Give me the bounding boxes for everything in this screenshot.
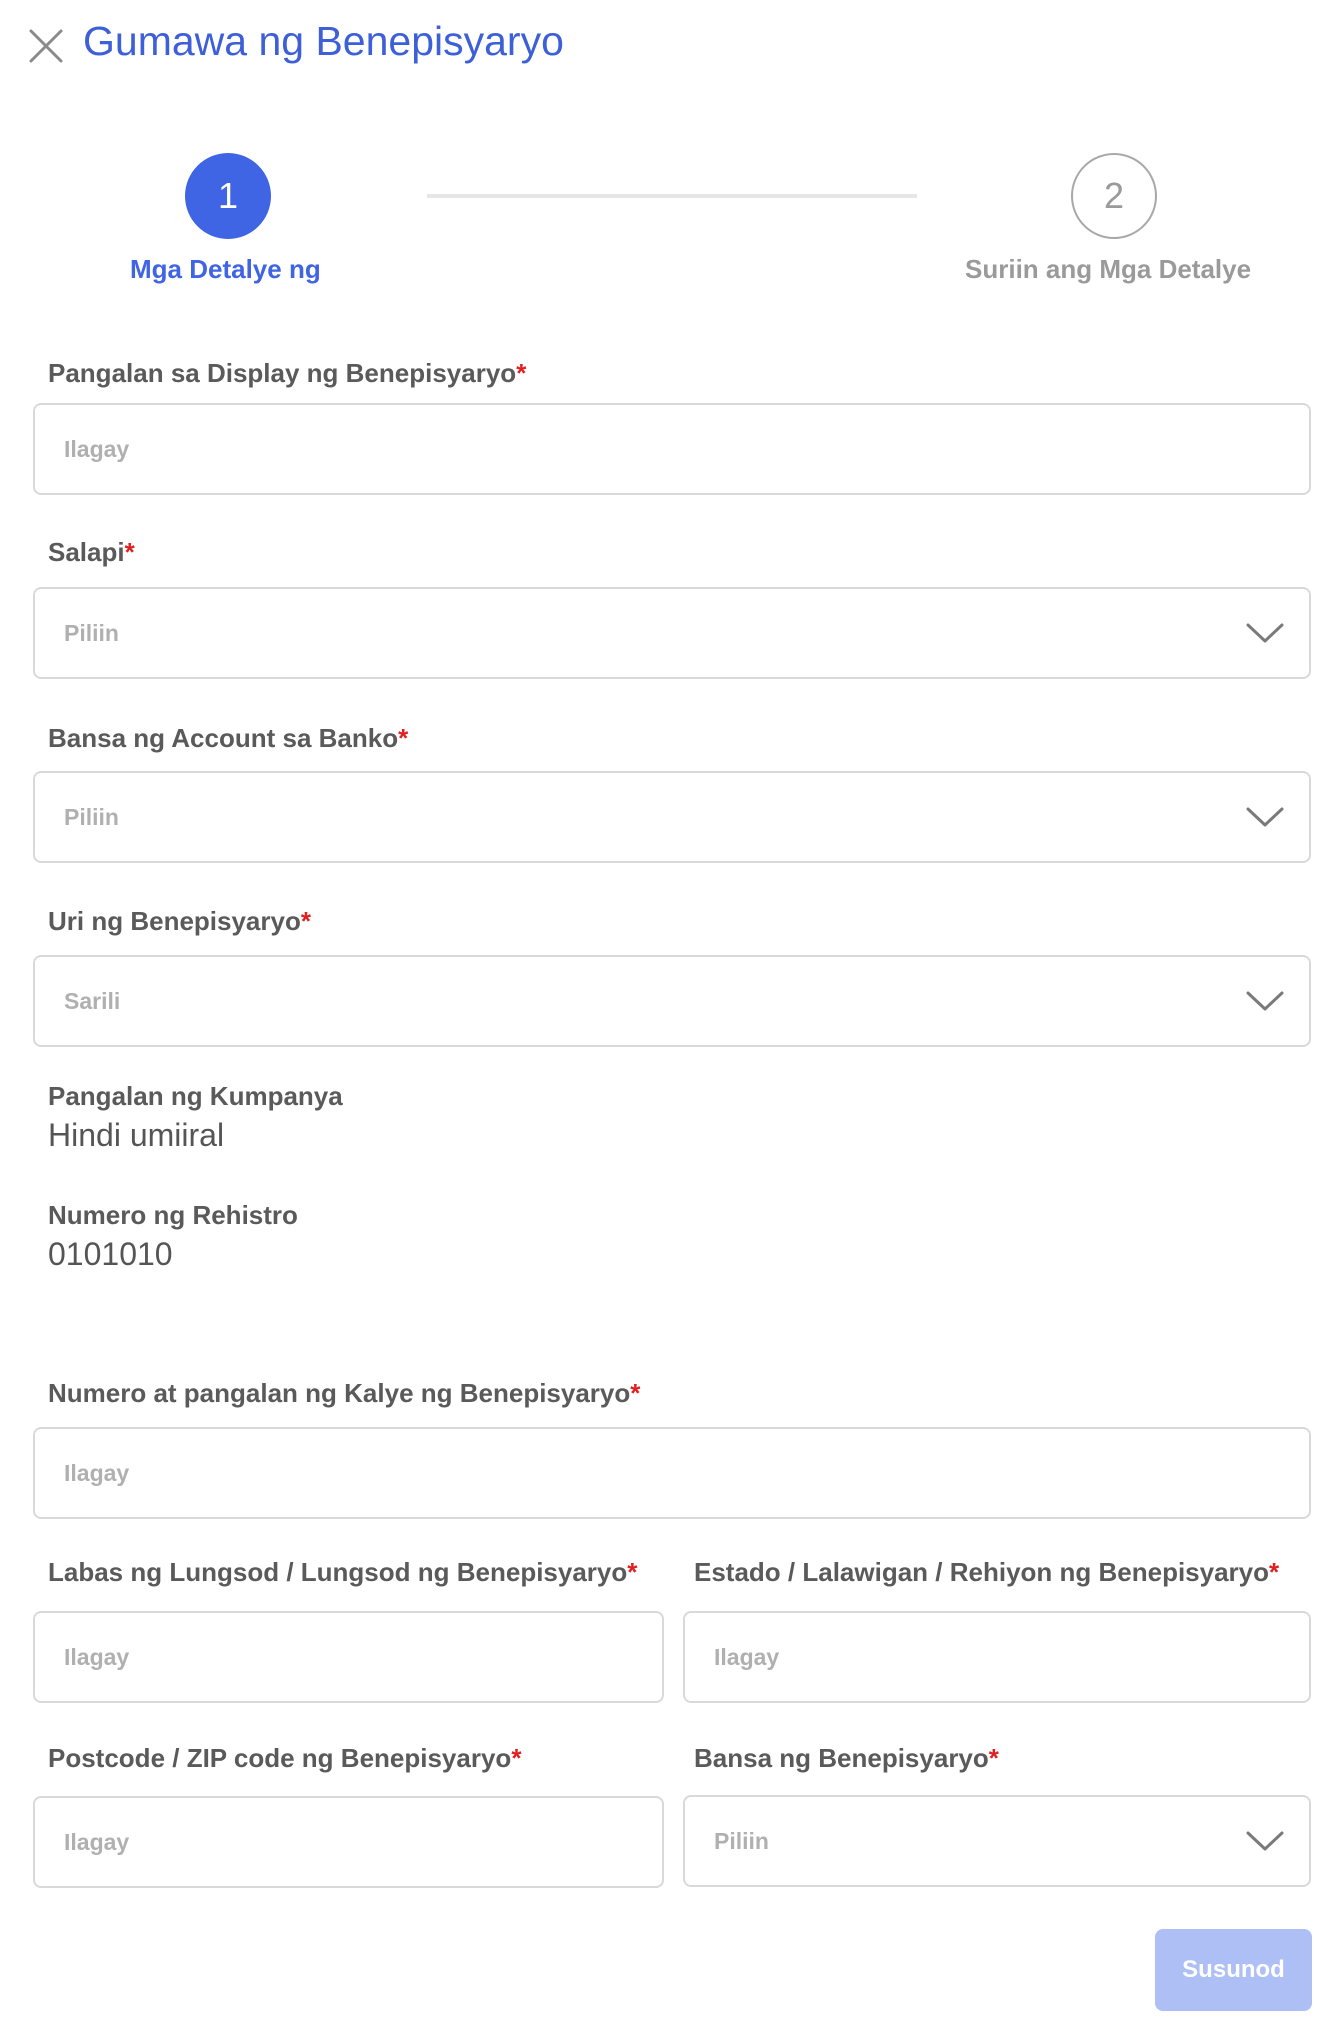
currency-label: Salapi*	[48, 537, 135, 567]
display-name-input[interactable]	[33, 403, 1311, 495]
city-input[interactable]	[33, 1611, 664, 1703]
city-placeholder: Ilagay	[64, 1643, 130, 1670]
postcode-label: Postcode / ZIP code ng Benepisyaryo*	[48, 1743, 522, 1773]
state-placeholder: Ilagay	[714, 1643, 780, 1670]
display-name-placeholder: Ilagay	[64, 435, 130, 462]
bank-country-value: Piliin	[64, 803, 119, 830]
display-name-label: Pangalan sa Display ng Benepisyaryo*	[48, 358, 527, 388]
currency-select[interactable]	[33, 587, 1311, 679]
country-select[interactable]	[683, 1795, 1311, 1887]
step-1-indicator: 1	[185, 153, 271, 239]
street-input[interactable]	[33, 1427, 1311, 1519]
beneficiary-type-value: Sarili	[64, 987, 121, 1014]
step-2-label: Suriin ang Mga Detalye	[965, 254, 1252, 284]
currency-value: Piliin	[64, 619, 119, 646]
chevron-down-icon	[1245, 989, 1285, 1013]
bank-country-label: Bansa ng Account sa Banko*	[48, 723, 409, 753]
beneficiary-type-label: Uri ng Benepisyaryo*	[48, 906, 311, 936]
close-icon[interactable]	[27, 27, 65, 65]
state-input[interactable]	[683, 1611, 1311, 1703]
step-2-indicator: 2	[1071, 153, 1157, 239]
postcode-input[interactable]	[33, 1796, 664, 1888]
page-title: Gumawa ng Benepisyaryo	[83, 18, 564, 64]
required-marker: *	[630, 1378, 641, 1408]
registration-number-value: 0101010	[48, 1236, 173, 1272]
country-value: Piliin	[714, 1827, 769, 1854]
required-marker: *	[1269, 1557, 1280, 1587]
country-label: Bansa ng Benepisyaryo*	[694, 1743, 999, 1773]
company-name-label: Pangalan ng Kumpanya	[48, 1081, 343, 1111]
required-marker: *	[511, 1743, 522, 1773]
beneficiary-type-select[interactable]	[33, 955, 1311, 1047]
required-marker: *	[124, 537, 135, 567]
required-marker: *	[398, 723, 409, 753]
required-marker: *	[988, 1743, 999, 1773]
company-name-value: Hindi umiiral	[48, 1117, 225, 1153]
chevron-down-icon	[1245, 1829, 1285, 1853]
required-marker: *	[627, 1557, 638, 1587]
street-label: Numero at pangalan ng Kalye ng Benepisyaryo*	[48, 1378, 641, 1408]
next-button[interactable]: Susunod	[1155, 1929, 1312, 2011]
required-marker: *	[300, 906, 311, 936]
bank-country-select[interactable]	[33, 771, 1311, 863]
street-placeholder: Ilagay	[64, 1459, 130, 1486]
chevron-down-icon	[1245, 805, 1285, 829]
required-marker: *	[516, 358, 527, 388]
registration-number-label: Numero ng Rehistro	[48, 1200, 298, 1230]
step-1-label: Mga Detalye ng	[130, 254, 321, 284]
city-label: Labas ng Lungsod / Lungsod ng Benepisyaryo*	[48, 1557, 638, 1587]
stepper-connector	[427, 194, 917, 198]
postcode-placeholder: Ilagay	[64, 1828, 130, 1855]
state-label: Estado / Lalawigan / Rehiyon ng Benepisyaryo*	[694, 1557, 1280, 1587]
chevron-down-icon	[1245, 621, 1285, 645]
